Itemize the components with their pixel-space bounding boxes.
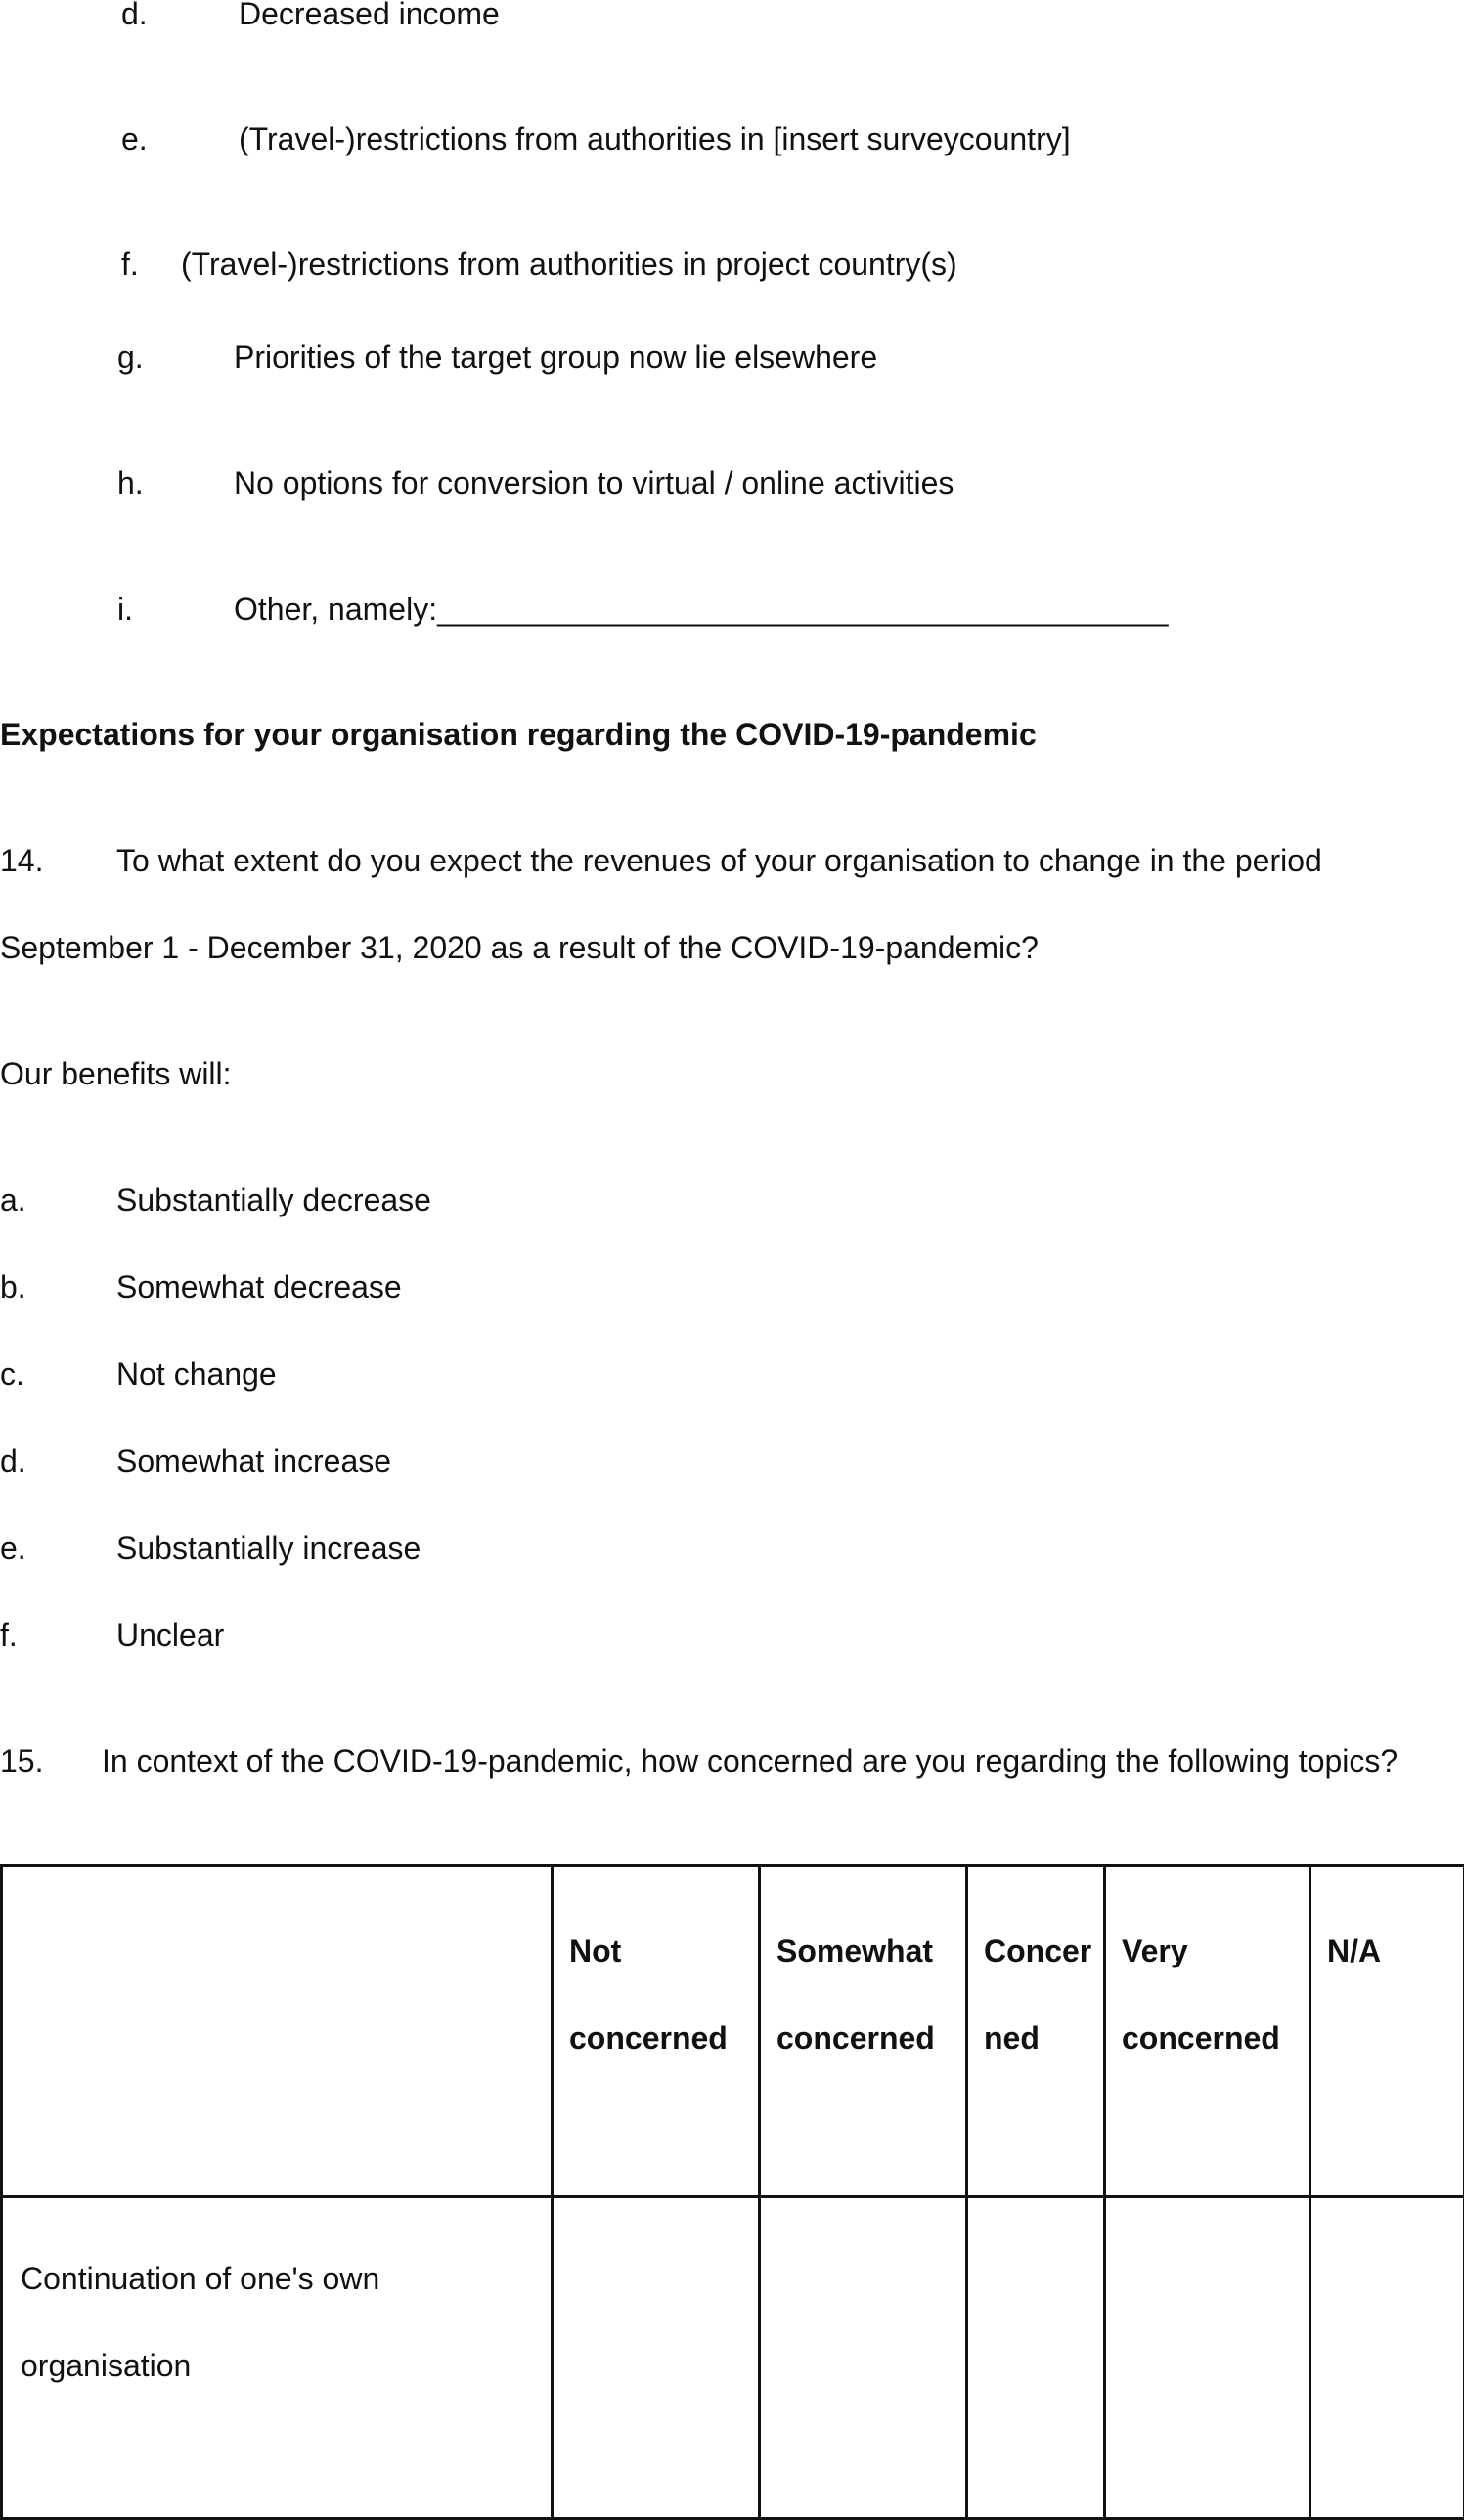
answer-cell-somewhat-concerned[interactable] <box>760 2197 967 2519</box>
option-letter: a. <box>0 1180 26 1219</box>
option-letter: d. <box>0 1441 26 1481</box>
option-text: Somewhat decrease <box>116 1267 402 1306</box>
option-text: Somewhat increase <box>116 1441 391 1481</box>
answer-cell-na[interactable] <box>1310 2197 1464 2519</box>
option-letter: f. <box>0 1615 18 1655</box>
option-letter: h. <box>117 464 144 503</box>
header-cell-somewhat-concerned: Somewhat concerned <box>760 1866 967 2197</box>
topic-cell: Continuation of one's own organisation <box>2 2197 553 2519</box>
header-cell-na: N/A <box>1310 1866 1464 2197</box>
option-text: Substantially increase <box>116 1528 421 1568</box>
question-text: In context of the COVID-19-pandemic, how concerned are you regarding the following topics? <box>102 1742 1397 1781</box>
question-intro: Our benefits will: <box>0 1054 232 1093</box>
option-letter: f. <box>121 244 139 284</box>
table-header-row <box>2 1866 1464 2197</box>
question-number: 14. <box>0 841 43 880</box>
option-letter: c. <box>0 1354 24 1393</box>
option-letter: e. <box>0 1528 26 1568</box>
question-number: 15. <box>0 1742 43 1781</box>
header-cell-very-concerned: Very concerned <box>1105 1866 1310 2197</box>
option-text: Priorities of the target group now lie elsewhere <box>234 337 877 376</box>
option-text: (Travel-)restrictions from authorities in [insert surveycountry] <box>239 119 1071 158</box>
header-cell-concerned: Concer ned <box>967 1866 1105 2197</box>
option-text: Other, namely:__________________________________________ <box>234 590 1169 629</box>
option-letter: g. <box>117 337 144 376</box>
option-letter: b. <box>0 1267 26 1306</box>
option-letter: i. <box>117 590 133 629</box>
option-text: Substantially decrease <box>116 1180 431 1219</box>
option-text: No options for conversion to virtual / online activities <box>234 464 954 503</box>
answer-cell-concerned[interactable] <box>967 2197 1105 2519</box>
concern-rating-table <box>0 1864 1464 2520</box>
question-text: To what extent do you expect the revenues of your organisation to change in the period <box>116 841 1322 880</box>
header-cell-topic <box>2 1866 553 2197</box>
question-text-continued: September 1 - December 31, 2020 as a result of the COVID-19-pandemic? <box>0 928 1039 967</box>
table-row <box>2 2197 1464 2519</box>
option-letter: d. <box>121 0 148 33</box>
header-cell-not-concerned: Not concerned <box>553 1866 760 2197</box>
option-text: Not change <box>116 1354 277 1393</box>
answer-cell-not-concerned[interactable] <box>553 2197 760 2519</box>
answer-cell-very-concerned[interactable] <box>1105 2197 1310 2519</box>
section-heading: Expectations for your organisation regarding the COVID-19-pandemic <box>0 715 1037 754</box>
option-text: Unclear <box>116 1615 224 1655</box>
option-letter: e. <box>121 119 148 158</box>
option-text: (Travel-)restrictions from authorities in project country(s) <box>181 244 957 284</box>
option-text: Decreased income <box>239 0 500 33</box>
